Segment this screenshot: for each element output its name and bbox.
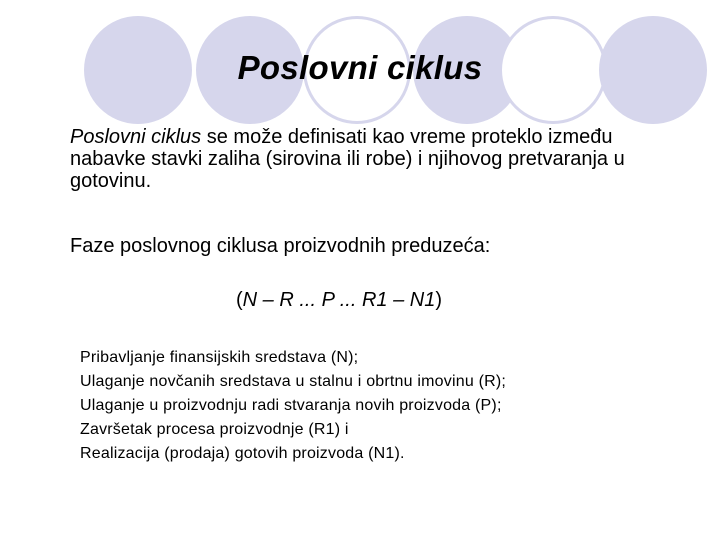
list-item: Ulaganje novčanih sredstava u stalnu i obrtnu imovinu (R); [80, 373, 507, 390]
definition-paragraph [70, 126, 690, 192]
formula-body: N – R ... P ... R1 – N1 [242, 289, 436, 311]
list-item: Ulaganje u proizvodnju radi stvaranja novih proizvoda (P); [80, 397, 502, 414]
cycle-formula [236, 288, 442, 312]
phase-steps-list [80, 346, 506, 466]
definition-term: Poslovni ciklus [70, 126, 202, 148]
list-item: Realizacija (prodaja) gotovih proizvoda (N1). [80, 445, 405, 462]
formula-close-paren: ) [435, 289, 442, 311]
list-item: Pribavljanje finansijskih sredstava (N); [80, 349, 359, 366]
definition-text: se može definisati kao vreme proteklo između nabavke stavki zaliha (sirovina ili robe) i njihovog pretvaranja u gotovinu. [70, 126, 625, 192]
list-item: Završetak procesa proizvodnje (R1) i [80, 421, 349, 438]
slide-title [0, 46, 720, 90]
formula-open-paren: ( [236, 289, 243, 311]
slide-title-text: Poslovni ciklus [237, 49, 483, 86]
phases-heading: Faze poslovnog ciklusa proizvodnih preduzeća: [70, 235, 491, 257]
